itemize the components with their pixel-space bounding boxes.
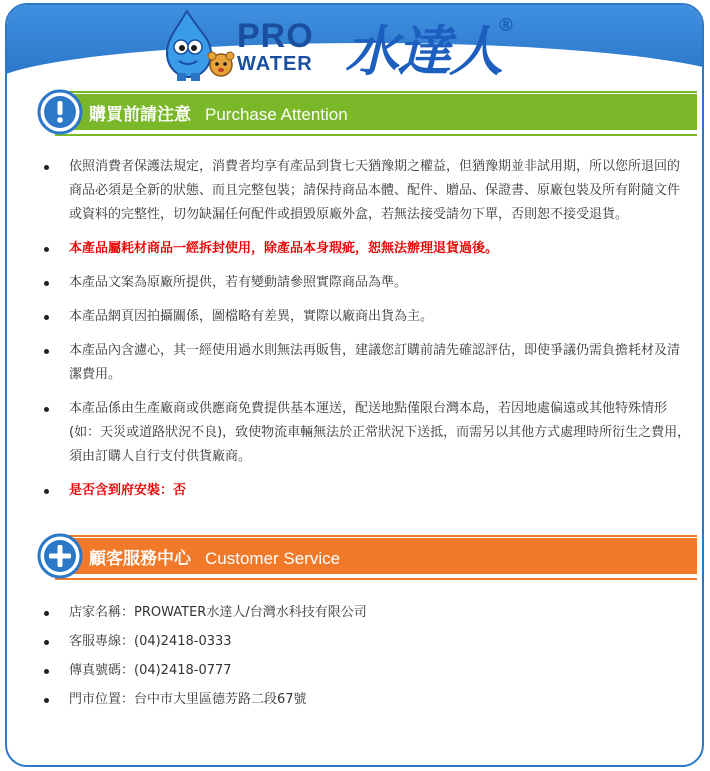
bullet-icon bbox=[44, 349, 49, 354]
service-info-item bbox=[41, 630, 691, 654]
notice-text: 本產品屬耗材商品一經拆封使用，除產品本身瑕疵，恕無法辦理退貨過後。 bbox=[69, 241, 499, 256]
store-address: 門市位置：台中市大里區德芳路二段67號 bbox=[69, 692, 307, 707]
header-banner bbox=[7, 5, 702, 85]
bullet-icon bbox=[44, 407, 49, 412]
purchase-notice-item bbox=[41, 397, 691, 469]
page-frame bbox=[5, 3, 704, 767]
service-bar-underline bbox=[55, 578, 697, 580]
bullet-icon bbox=[44, 698, 49, 703]
brand-water-text: WATER bbox=[237, 53, 313, 75]
notice-text: 是否含到府安裝：否 bbox=[69, 483, 187, 498]
bullet-icon bbox=[44, 669, 49, 674]
plus-icon bbox=[37, 533, 83, 579]
registered-mark: ® bbox=[497, 15, 515, 36]
bullet-icon bbox=[44, 640, 49, 645]
purchase-notice-list bbox=[41, 155, 691, 513]
fax-number: 傳真號碼：(04)2418-0777 bbox=[69, 663, 232, 678]
notice-text: 本產品文案為原廠所提供，若有變動請參照實際商品為準。 bbox=[69, 275, 408, 290]
purchase-notice-item bbox=[41, 479, 691, 503]
purchase-bar-topline bbox=[55, 91, 697, 93]
purchase-title-en: Purchase Attention bbox=[205, 105, 348, 124]
purchase-notice-item bbox=[41, 155, 691, 227]
notice-text: 本產品網頁因拍攝關係，圖檔略有差異，實際以廠商出貨為主。 bbox=[69, 309, 434, 324]
notice-text: 本產品內含濾心，其一經使用過水則無法再販售，建議您訂購前請先確認評估，即使爭議仍需負擔耗材及清潔費用。 bbox=[69, 343, 681, 382]
purchase-notice-item bbox=[41, 339, 691, 387]
bullet-icon bbox=[44, 315, 49, 320]
service-info-item bbox=[41, 601, 691, 625]
bullet-icon bbox=[44, 489, 49, 494]
shop-name: 店家名稱：PROWATER水達人/台灣水科技有限公司 bbox=[69, 605, 367, 620]
service-title-cn: 顧客服務中心 bbox=[89, 549, 191, 569]
notice-text: 依照消費者保護法規定，消費者均享有產品到貨七天猶豫期之權益，但猶豫期並非試用期，所以您所退回的商品必須是全新的狀態、而且完整包裝；請保持商品本體、配件、贈品、保證書、原廠包裝及所有附隨文件或資料的完整性，切勿缺漏任何配件或損毀原廠外盒，若無法接受請勿下單，否則恕不接受退貨。 bbox=[69, 159, 681, 222]
customer-service-list bbox=[41, 601, 691, 717]
brand-chinese-text: 水達人 bbox=[345, 20, 501, 83]
bullet-icon bbox=[44, 247, 49, 252]
purchase-title-cn: 購買前請注意 bbox=[89, 105, 191, 125]
purchase-notice-item bbox=[41, 305, 691, 329]
brand-pro-text: PRO bbox=[237, 17, 314, 55]
service-info-item bbox=[41, 688, 691, 712]
service-title bbox=[89, 544, 340, 569]
notice-text: 本產品係由生產廠商或供應商免費提供基本運送，配送地點僅限台灣本島，若因地處偏遠或其他特殊情形 (如：天災或道路狀況不良)，致使物流車輛無法於正常狀況下送抵，而需另以其他方式處理時所衍生之費用，須由訂購人自行支付供貨廠商。 bbox=[69, 401, 691, 464]
exclamation-icon bbox=[37, 89, 83, 135]
service-info-item bbox=[41, 659, 691, 683]
service-title-en: Customer Service bbox=[205, 549, 341, 568]
bullet-icon bbox=[44, 611, 49, 616]
purchase-bar-underline bbox=[55, 134, 697, 136]
service-phone[interactable]: 客服專線：(04)2418-0333 bbox=[69, 634, 232, 649]
bullet-icon bbox=[44, 281, 49, 286]
purchase-notice-item bbox=[41, 237, 691, 261]
service-bar-topline bbox=[55, 535, 697, 537]
purchase-attention-header bbox=[27, 94, 697, 130]
purchase-title bbox=[89, 100, 348, 125]
customer-service-header bbox=[27, 538, 697, 574]
mascot-icon bbox=[157, 7, 237, 85]
brand-logo[interactable] bbox=[157, 7, 577, 85]
purchase-notice-item bbox=[41, 271, 691, 295]
bullet-icon bbox=[44, 165, 49, 170]
